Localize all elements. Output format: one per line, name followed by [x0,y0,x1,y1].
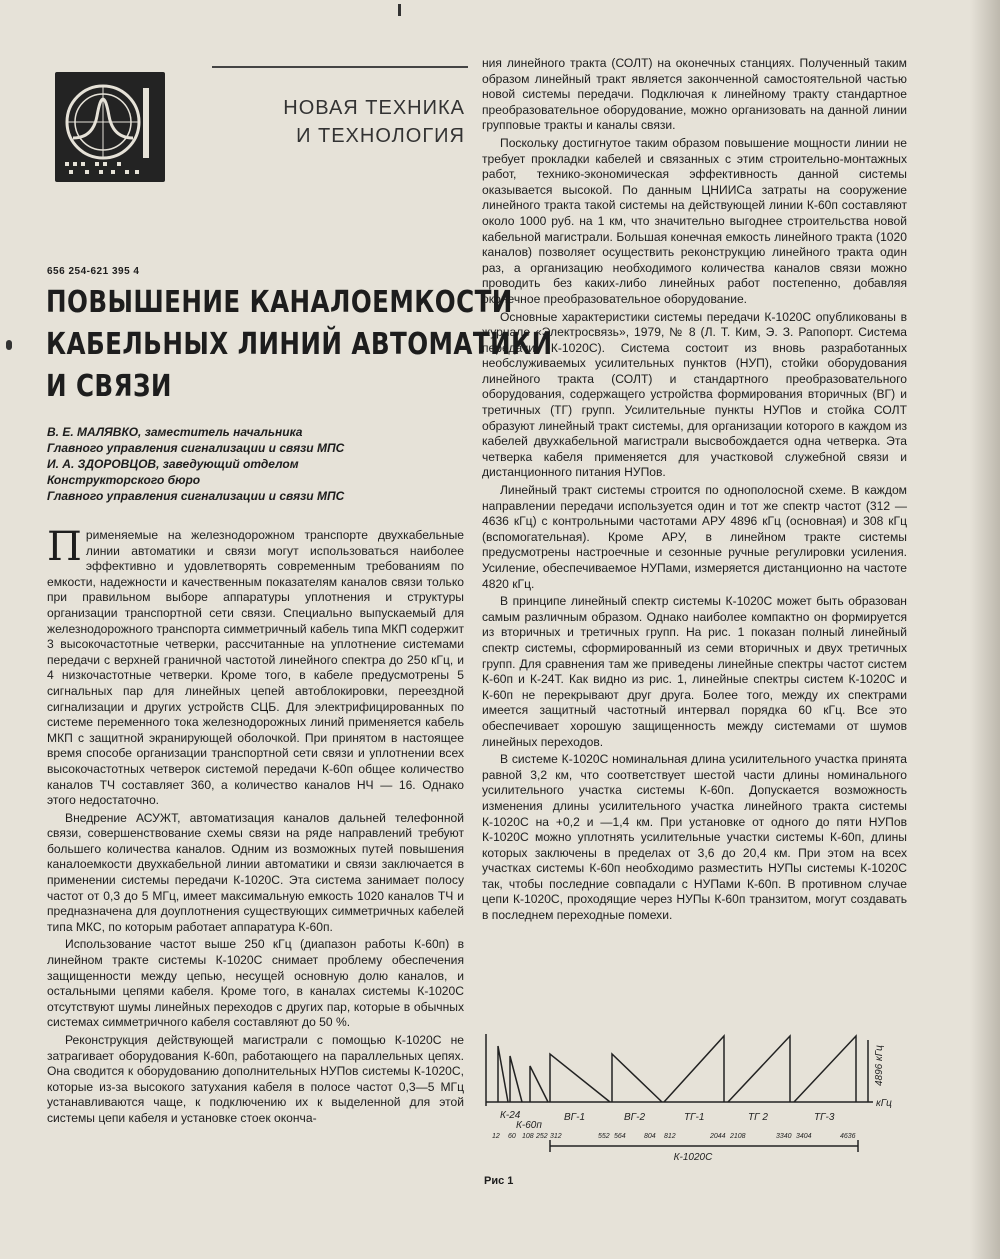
tick-label: 3340 [776,1133,792,1140]
tick-label: 812 [664,1133,676,1140]
title-line: КАБЕЛЬНЫХ ЛИНИЙ АВТОМАТИКИ [46,327,553,362]
author-line: Главного управления сигнализации и связи МПС [47,441,345,455]
k24-spectrum [498,1046,508,1102]
spectrum-figure [478,1026,898,1176]
paragraph-text: рименяемые на железнодорожном транспорте двухкабельные линии автоматики и связи могут использоваться наиболее эффективно и удовлетворять современным требованиям по емкости, надежности и качественным показателям каналов связи только при правильном выборе аппаратуры уплотнения и структуры организации транспортной сети связи. Специально выпускаемый для железнодорожного транспорта симметричный кабель типа МКП содержит 3 высокочастотные четверки, рассчитанные на уплотнение системами передачи с верхней граничной частотой линейного спектра до 250 кГц, и 4 низкочастотные четверки. Кроме того, в кабеле предусмотрены 5 сигнальных пар для линейных цепей автоблокировки, переездной сигнализации и других устройств СЦБ. Для электрифицированных по системе переменного тока железнодорожных линий применяется кабель МКП с защитной экранирующей оболочкой. При принятом в настоящее время способе организации транспортной сети связи и уплотнении всех высокочастотных четверок системой передачи К-60п общее количество каналов ТЧ составляет 360, а количество каналов НЧ — 16. Однако этого недостаточно. [47,528,464,808]
right-column [482,56,907,926]
span-label: К-1020С [673,1152,713,1163]
title-line: ПОВЫШЕНИЕ КАНАЛОЕМКОСТИ [46,285,513,320]
tick-label: 4636 [840,1133,856,1140]
tick-label: 3404 [796,1133,812,1140]
tick-label: 564 [614,1133,626,1140]
axis-unit-label: кГц [876,1098,892,1109]
tick-label: 2044 [710,1133,726,1140]
paragraph: Внедрение АСУЖТ, автоматизация каналов дальней телефонной связи, совершенствование схемы связи на ряде направлений требуют большего количества каналов. Одним из возможных путей повышения каналоемкости двухкабельной линии автоматики и связи заключается в применении системы передачи К-1020С. Эта система занимает полосу частот от 0,3 до 5 МГц, имеет максимальную емкость 1020 каналов ТЧ и предназначена для доуплотнения существующих симметричных кабелей типа МКС, по которым работает аппаратура К-60п. [47,810,464,934]
tg-spectrum [728,1036,790,1102]
figure-caption: Рис 1 [484,1175,514,1187]
tg-spectrum [794,1036,856,1102]
rubric-line: НОВАЯ ТЕХНИКА [283,97,465,119]
vg-spectrum [612,1054,662,1102]
tick-label: 12 [492,1133,500,1140]
rubric-logo [55,72,165,182]
block-label: ВГ-2 [624,1112,646,1123]
paragraph: Реконструкция действующей магистрали с помощью К-1020С не затрагивает оборудования К-60п, работающего на параллельных цепях. Она сводится к оборудованию дополнительных НУПов системы К-1020С, которые из-за высокого затухания кабеля в полосе частот 0,3—5 МГц устанавливаются чаще, к подключению их к выделенной для этой системы цепи кабеля и установке стоек оконча- [47,1033,464,1125]
udc-code: 656 254-621 395 4 [47,266,140,277]
tick-label: 252 [536,1133,548,1140]
author-line: И. А. ЗДОРОВЦОВ, заведующий отделом [47,457,299,471]
paragraph [47,524,464,809]
author-line: Конструкторского бюро [47,473,201,487]
paragraph: Линейный тракт системы строится по однополосной схеме. В каждом направлении передачи используется один и тот же спектр частот (312 — 4636 кГц) с контрольными частотами АРУ 4896 кГц (основная) и 308 кГц (вспомогательная). Кроме АРУ, в линейном тракте системы предусмотрены настроечные и сезонные ручные регулировки усиления. Усиление, обеспечиваемое НУПами, измеряется дистанционно на частоте 4820 кГц. [482,483,907,591]
rubric-title [230,94,465,150]
rubric-rule [212,66,468,68]
oscilloscope-icon [55,72,165,182]
tick-label: 804 [644,1133,656,1140]
page-mark [398,4,401,16]
paragraph: ния линейного тракта (СОЛТ) на оконечных станциях. Полученный таким образом линейный тракт является законченной самостоятельной частью новой системы передачи. Подключая к линейному тракту стандартное преобразовательное оборудование, можно организовать на данной линии групповые тракты и каналы связи. [482,56,907,133]
tg-spectrum [664,1036,724,1102]
vg-spectrum [550,1054,610,1102]
rubric-line: И ТЕХНОЛОГИЯ [296,125,465,147]
k60-spectrum [510,1056,522,1102]
authors-block [47,424,467,504]
paragraph: В системе К-1020С номинальная длина усилительного участка принята равной 3,2 км, что соответствует шестой части длины номинального усилительного участка системы К-60п. Допускается возможность изменения длины усилительного участка линейного тракта системы К-1020С на +0,2 и —1,4 км. При установке от одного до пяти НУПов К-1020С можно уплотнять усилительные участки системы К-60п, длины которых заключены в пределах от 3,6 до 20,4 км. При этом на всех участках системы К-60п необходимо разместить НУПы системы К-1020С так, чтобы последние совпадали с НУПами К-60п. В противном случае цепи К-1020С, проходящие через НУПы К-60п транзитом, могут создавать в последнем переходные помехи. [482,752,907,923]
paragraph: Использование частот выше 250 кГц (диапазон работы К-60п) в линейном тракте системы К-1020С снимает проблему обеспечения защищенности между цепью, несущей основную долю каналов, и остальными цепями кабеля. Кроме того, в каналах системы К-1020С отсутствуют шумы линейных переходов с других пар, которые в обычных системах симметричного кабеля составляют до 50 %. [47,937,464,1030]
block-label: К-24 [500,1110,521,1121]
paragraph: Основные характеристики системы передачи К-1020С опубликованы в журнале «Электросвязь», 1979, № 8 (Л. Т. Ким, Э. З. Рапопорт. Система передачи К-1020С). Система состоит из вновь разработанных необслуживаемых усилительных пунктов (НУП), стойки оборудования линейного тракта (СОЛТ) и стандартного преобразовательного оборудования, содержащего устройства формирования вторичных (ВГ) и третичных (ТГ) групп. Усилительные пункты НУПов и стойка СОЛТ образуют линейный тракт системы, для организации которого в каждом из кабелей двухкабельной магистрали высвобождается одна четверка. Эта четверка кабеля применяется для участковой служебной связи и дистанционного питания НУПов. [482,309,907,480]
side-label: 4896 кГц [874,1045,885,1086]
paragraph: Поскольку достигнутое таким образом повышение мощности линии не требует прокладки кабелей и связанных с этим строительно-монтажных работ, технико-экономическая эффективность данной системы оказывается высокой. По данным ЦНИИСа затраты на сооружение линейного тракта такой системы на действующей линии К-60п составляют около 1000 руб. на 1 км, что значительно выгоднее строительства новой кабельной магистрали. Большая конечная емкость линейного тракта (1020 каналов) позволяет осуществить реконструкцию линейного тракта один раз, а организацию необходимого количества каналов связи можно проводить без каких-либо линейных работ постепенно, добавляя оконечное преобразовательное оборудование. [482,135,907,306]
drop-cap: П [47,524,82,570]
page-mark [6,340,12,350]
title-line: И СВЯЗИ [46,369,172,404]
block-label: ТГ-1 [684,1112,705,1123]
block-label: ТГ-3 [814,1112,835,1123]
block-label: ВГ-1 [564,1112,586,1123]
tick-label: 312 [550,1133,562,1140]
block-label: ТГ 2 [748,1112,768,1123]
page-spine-shadow [970,0,1000,1259]
tick-label: 60 [508,1133,516,1140]
block-label: К-60п [516,1120,542,1131]
tick-label: 2108 [730,1133,746,1140]
tick-label: 108 [522,1133,534,1140]
tick-label: 552 [598,1133,610,1140]
author-line: В. Е. МАЛЯВКО, заместитель начальника [47,425,303,439]
left-column [47,524,464,1129]
k60-spectrum [530,1066,548,1102]
author-line: Главного управления сигнализации и связи МПС [47,489,345,503]
paragraph: В принципе линейный спектр системы К-1020С может быть образован самым различным образом. Однако наиболее компактно он формируется из вторичных и третичных групп. На рис. 1 показан полный линейный спектр системы, сформированный из семи вторичных и двух третичных групп. Для сравнения там же приведены линейные спектры частот систем К-60п и К-24Т. Как видно из рис. 1, линейные спектры систем К-1020С и К-60п не перекрывают друг друга. Более того, между их спектрами имеется защитный частотный интервал порядка 60 кГц. Все это обеспечивает хорошую защищенность между системами от шумов линейных переходов. [482,594,907,749]
article-title [46,282,553,408]
